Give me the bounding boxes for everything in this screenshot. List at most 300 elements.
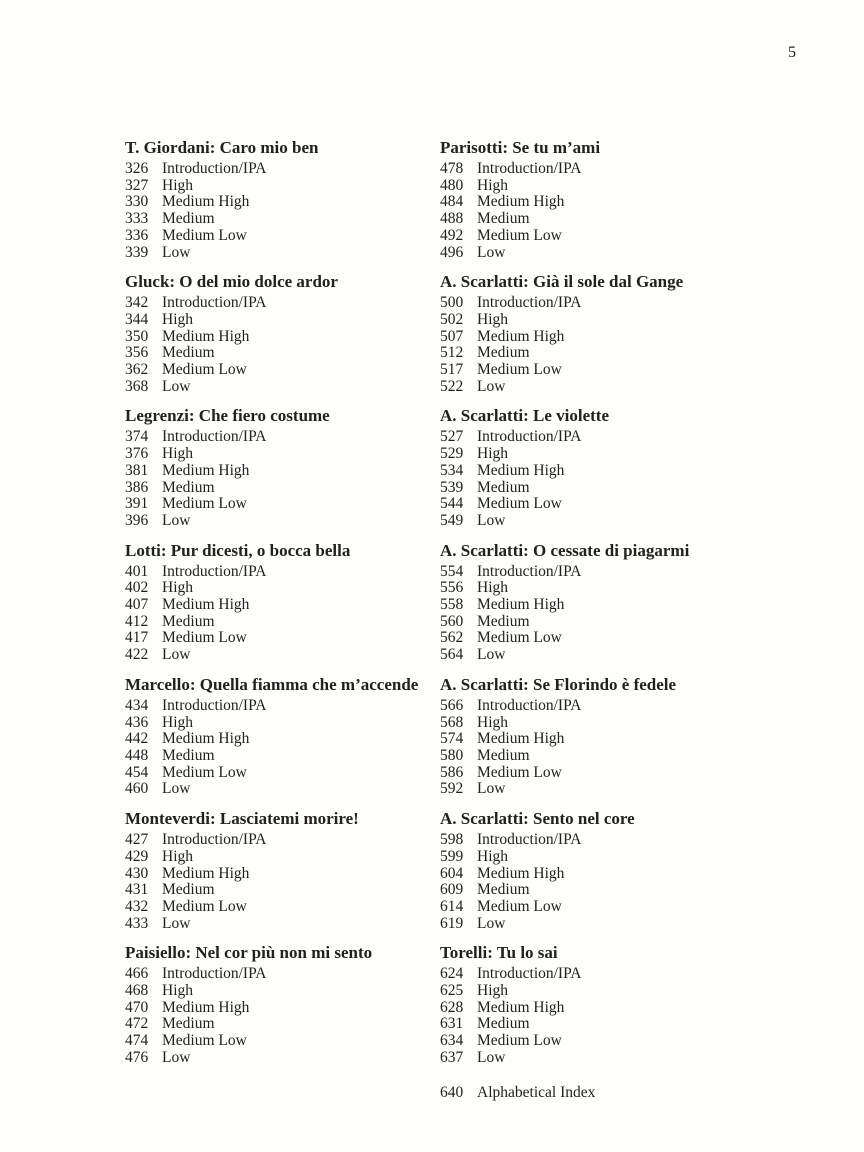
toc-entry [125,580,440,597]
entry-label: Low [477,377,506,395]
entry-page-number: 436 [125,713,149,731]
entry-page-number: 350 [125,327,149,345]
song-title: Lotti: Pur dicesti, o bocca bella [125,540,351,560]
entry-label: Introduction/IPA [162,160,267,177]
song-entry-list [440,429,780,529]
entry-page-number: 386 [125,478,149,496]
toc-entry [125,849,440,866]
song-group [125,406,440,529]
entry-page-number: 480 [440,176,464,194]
toc-entry [440,1050,780,1067]
entry-page-number: 634 [440,1032,464,1050]
entry-page-number: 507 [440,327,464,345]
entry-page-number: 574 [440,730,464,748]
entry-label: Introduction/IPA [477,562,582,580]
toc-entry [440,597,780,614]
entry-page-number: 474 [125,1032,149,1050]
song-entry-list [125,161,440,261]
toc-entry [440,715,780,732]
toc-entry [440,983,780,1000]
entry-page-number: 619 [440,914,464,932]
entry-label: Medium High [477,461,565,479]
song-title: Parisotti: Se tu m’ami [440,138,601,157]
toc-entry [440,748,780,765]
entry-page-number: 333 [125,210,149,228]
entry-page-number: 429 [125,847,149,865]
entry-page-number: 558 [440,596,464,614]
song-title: Marcello: Quella fiamma che m’accende [125,674,419,694]
entry-page-number: 470 [125,998,149,1016]
entry-page-number: 344 [125,310,149,328]
alphabetical-index-entry [440,1085,780,1102]
toc-entry [440,228,780,245]
entry-page-number: 432 [125,897,149,915]
toc-entry [440,295,780,312]
entry-page-number: 356 [125,344,149,362]
toc-entry [440,765,780,782]
toc-entry [440,312,780,329]
toc-entry [125,748,440,765]
song-entry-list [440,564,780,664]
toc-entry [440,647,780,664]
toc-entry [440,630,780,647]
song-group [125,138,440,261]
entry-label: High [162,310,193,328]
entry-page-number: 402 [125,579,149,597]
song-entry-list [440,161,780,261]
entry-label: Medium Low [477,629,562,647]
entry-page-number: 472 [125,1015,149,1033]
toc-entry [125,480,440,497]
entry-label: Introduction/IPA [162,965,267,983]
song-group [440,272,780,395]
entry-label: Low [162,243,191,261]
toc-entry [125,781,440,798]
toc-entry [125,295,440,312]
entry-page-number: 327 [125,176,149,194]
entry-page-number: 407 [125,596,149,614]
toc-entry [125,1050,440,1067]
toc-entry [125,161,440,178]
entry-label: Low [477,780,506,798]
toc-entry [125,647,440,664]
entry-label: High [162,445,193,463]
entry-page-number: 564 [440,646,464,664]
entry-label: High [477,982,508,1000]
song-entry-list [125,295,440,395]
entry-page-number: 637 [440,1048,464,1066]
entry-label: High [477,579,508,597]
toc-entry [125,1016,440,1033]
toc-entry [440,866,780,883]
entry-label: Low [162,377,191,395]
entry-label: Medium [477,746,530,764]
toc-entry [440,345,780,362]
toc-entry [125,765,440,782]
toc-entry [125,1000,440,1017]
toc-entry [440,614,780,631]
song-group [125,809,440,932]
entry-page-number: 468 [125,982,149,1000]
toc-entry [440,698,780,715]
toc-entry [125,228,440,245]
entry-label: High [162,982,193,1000]
entry-label: Medium High [162,461,250,479]
entry-page-number: 417 [125,629,149,647]
entry-label: Low [477,646,506,664]
contents-list [125,138,780,1101]
toc-entry [440,832,780,849]
toc-entry [440,245,780,262]
entry-label: Introduction/IPA [162,696,267,714]
toc-entry [125,731,440,748]
entry-label: Alphabetical Index [477,1083,596,1101]
toc-entry [125,1033,440,1050]
song-group [125,272,440,395]
entry-label: Medium Low [477,495,562,513]
entry-label: Medium High [162,193,250,211]
entry-page-number: 401 [125,562,149,580]
entry-label: Medium High [477,730,565,748]
entry-page-number: 539 [440,478,464,496]
toc-entry [125,329,440,346]
entry-page-number: 554 [440,562,464,580]
toc-entry [440,1000,780,1017]
entry-label: High [477,847,508,865]
entry-label: Low [477,511,506,529]
toc-entry [125,362,440,379]
entry-label: Introduction/IPA [477,160,582,177]
contents-column-right [440,138,780,1101]
entry-label: Medium [477,210,530,228]
entry-page-number: 580 [440,746,464,764]
entry-page-number: 631 [440,1015,464,1033]
entry-label: Medium Low [477,226,562,244]
song-entry-list [125,564,440,664]
entry-label: Medium High [162,596,250,614]
entry-label: Medium [162,344,215,362]
toc-entry [440,379,780,396]
toc-entry [440,194,780,211]
song-title: Torelli: Tu lo sai [440,943,558,963]
entry-label: Medium High [477,864,565,882]
entry-page-number: 330 [125,193,149,211]
entry-label: Medium Low [162,226,247,244]
toc-entry [440,564,780,581]
entry-label: Medium Low [162,361,247,379]
toc-entry [440,916,780,933]
toc-entry [125,614,440,631]
entry-page-number: 496 [440,243,464,261]
entry-page-number: 427 [125,831,149,849]
entry-label: Medium High [477,998,565,1016]
toc-entry [440,329,780,346]
entry-page-number: 488 [440,210,464,228]
entry-label: Medium [477,1015,530,1033]
toc-entry [440,496,780,513]
entry-label: Medium High [162,998,250,1016]
entry-label: Introduction/IPA [477,428,582,446]
toc-entry [440,429,780,446]
toc-entry [125,178,440,195]
entry-page-number: 624 [440,965,464,983]
entry-page-number: 368 [125,377,149,395]
entry-page-number: 512 [440,344,464,362]
song-title: A. Scarlatti: Le violette [440,406,609,426]
entry-page-number: 431 [125,881,149,899]
entry-label: Medium High [162,730,250,748]
entry-page-number: 556 [440,579,464,597]
entry-page-number: 562 [440,629,464,647]
entry-label: Medium Low [477,897,562,915]
entry-page-number: 460 [125,780,149,798]
toc-entry [125,312,440,329]
song-group [440,943,780,1066]
entry-page-number: 381 [125,461,149,479]
toc-entry [440,731,780,748]
entry-page-number: 604 [440,864,464,882]
song-entry-list [440,966,780,1066]
toc-entry [440,580,780,597]
entry-label: Medium [162,612,215,630]
toc-entry [125,379,440,396]
song-title: Legrenzi: Che fiero costume [125,406,330,426]
toc-entry [125,832,440,849]
entry-page-number: 628 [440,998,464,1016]
toc-entry [440,899,780,916]
toc-entry [125,429,440,446]
entry-label: Medium [162,746,215,764]
entry-page-number: 614 [440,897,464,915]
entry-label: Introduction/IPA [477,831,582,849]
song-entry-list [440,832,780,932]
toc-entry [125,496,440,513]
entry-page-number: 454 [125,763,149,781]
song-entry-list [440,295,780,395]
entry-page-number: 448 [125,746,149,764]
entry-label: Medium [162,881,215,899]
entry-label: Low [162,646,191,664]
entry-label: Medium High [162,864,250,882]
entry-page-number: 529 [440,445,464,463]
entry-page-number: 433 [125,914,149,932]
entry-label: High [477,310,508,328]
entry-label: Introduction/IPA [162,428,267,446]
entry-page-number: 430 [125,864,149,882]
entry-label: Low [162,780,191,798]
entry-label: Medium High [477,193,565,211]
entry-page-number: 560 [440,612,464,630]
entry-page-number: 342 [125,294,149,312]
entry-page-number: 336 [125,226,149,244]
entry-page-number: 492 [440,226,464,244]
entry-label: Medium Low [477,763,562,781]
entry-label: High [477,176,508,194]
entry-page-number: 592 [440,780,464,798]
song-group [125,541,440,664]
entry-page-number: 566 [440,696,464,714]
entry-label: Medium [162,478,215,496]
entry-label: Low [162,914,191,932]
song-title: A. Scarlatti: Se Florindo è fedele [440,674,677,694]
toc-entry [440,463,780,480]
entry-label: Medium Low [162,763,247,781]
entry-page-number: 522 [440,377,464,395]
toc-entry [440,1033,780,1050]
toc-entry [440,211,780,228]
toc-entry [125,715,440,732]
entry-page-number: 500 [440,294,464,312]
song-entry-list [125,698,440,798]
entry-label: Medium High [477,596,565,614]
entry-page-number: 625 [440,982,464,1000]
song-entry-list [125,966,440,1066]
entry-page-number: 534 [440,461,464,479]
entry-label: Introduction/IPA [477,294,582,312]
entry-label: Low [162,511,191,529]
entry-label: Medium Low [162,629,247,647]
toc-entry [440,513,780,530]
song-group [440,675,780,798]
entry-page-number: 640 [440,1083,464,1101]
entry-label: Low [477,914,506,932]
entry-label: High [162,579,193,597]
entry-page-number: 339 [125,243,149,261]
entry-label: Introduction/IPA [477,965,582,983]
entry-page-number: 527 [440,428,464,446]
toc-entry [125,983,440,1000]
toc-entry [125,630,440,647]
toc-entry [440,781,780,798]
toc-entry [125,446,440,463]
entry-label: Medium [477,612,530,630]
toc-entry [440,480,780,497]
entry-page-number: 549 [440,511,464,529]
page-number: 5 [788,44,796,61]
toc-entry [125,463,440,480]
entry-page-number: 478 [440,160,464,177]
entry-label: Medium Low [162,897,247,915]
entry-label: Low [162,1048,191,1066]
song-title: A. Scarlatti: O cessate di piagarmi [440,540,690,560]
entry-page-number: 598 [440,831,464,849]
entry-page-number: 466 [125,965,149,983]
toc-entry [125,245,440,262]
entry-page-number: 422 [125,646,149,664]
entry-label: Medium [162,210,215,228]
song-entry-list [125,832,440,932]
toc-entry [440,849,780,866]
entry-label: Introduction/IPA [162,831,267,849]
toc-entry [125,966,440,983]
toc-entry [125,564,440,581]
song-entry-list [125,429,440,529]
song-title: A. Scarlatti: Sento nel core [440,809,635,829]
song-group [440,809,780,932]
entry-page-number: 376 [125,445,149,463]
toc-entry [125,882,440,899]
entry-page-number: 412 [125,612,149,630]
toc-entry [440,882,780,899]
toc-entry [125,513,440,530]
entry-page-number: 442 [125,730,149,748]
song-title: Gluck: O del mio dolce ardor [125,272,338,292]
song-title: T. Giordani: Caro mio ben [125,138,319,157]
toc-entry [125,211,440,228]
entry-label: Introduction/IPA [162,294,267,312]
entry-page-number: 517 [440,361,464,379]
entry-label: Medium High [477,327,565,345]
entry-page-number: 396 [125,511,149,529]
song-group [125,675,440,798]
toc-entry [440,1016,780,1033]
entry-page-number: 599 [440,847,464,865]
entry-label: High [477,445,508,463]
song-title: Paisiello: Nel cor più non mi sento [125,943,373,963]
entry-label: High [162,847,193,865]
toc-entry [125,866,440,883]
song-group [440,138,780,261]
entry-page-number: 391 [125,495,149,513]
toc-entry [125,916,440,933]
entry-page-number: 374 [125,428,149,446]
entry-label: Medium Low [477,361,562,379]
song-group [440,541,780,664]
entry-label: Medium Low [162,1032,247,1050]
contents-column-left [125,138,440,1101]
toc-entry [125,899,440,916]
entry-label: Medium [162,1015,215,1033]
entry-page-number: 586 [440,763,464,781]
toc-entry [125,345,440,362]
song-group [440,406,780,529]
entry-page-number: 362 [125,361,149,379]
song-title: Monteverdi: Lasciatemi morire! [125,809,359,829]
toc-entry [125,597,440,614]
entry-page-number: 502 [440,310,464,328]
entry-label: Medium Low [477,1032,562,1050]
entry-label: Medium Low [162,495,247,513]
song-title: A. Scarlatti: Già il sole dal Gange [440,272,684,292]
entry-page-number: 434 [125,696,149,714]
entry-page-number: 476 [125,1048,149,1066]
song-group [125,943,440,1066]
toc-entry [440,966,780,983]
entry-page-number: 326 [125,160,149,177]
toc-entry [125,698,440,715]
entry-page-number: 609 [440,881,464,899]
entry-label: High [477,713,508,731]
toc-entry [440,446,780,463]
entry-label: Medium [477,344,530,362]
entry-page-number: 484 [440,193,464,211]
entry-label: Medium [477,478,530,496]
entry-label: Medium High [162,327,250,345]
toc-entry [440,362,780,379]
entry-page-number: 544 [440,495,464,513]
toc-entry [125,194,440,211]
entry-label: Introduction/IPA [477,696,582,714]
entry-label: Low [477,1048,506,1066]
entry-label: Introduction/IPA [162,562,267,580]
song-entry-list [440,698,780,798]
entry-label: Medium [477,881,530,899]
entry-label: High [162,713,193,731]
toc-entry [440,161,780,178]
entry-label: High [162,176,193,194]
entry-page-number: 568 [440,713,464,731]
toc-entry [440,178,780,195]
